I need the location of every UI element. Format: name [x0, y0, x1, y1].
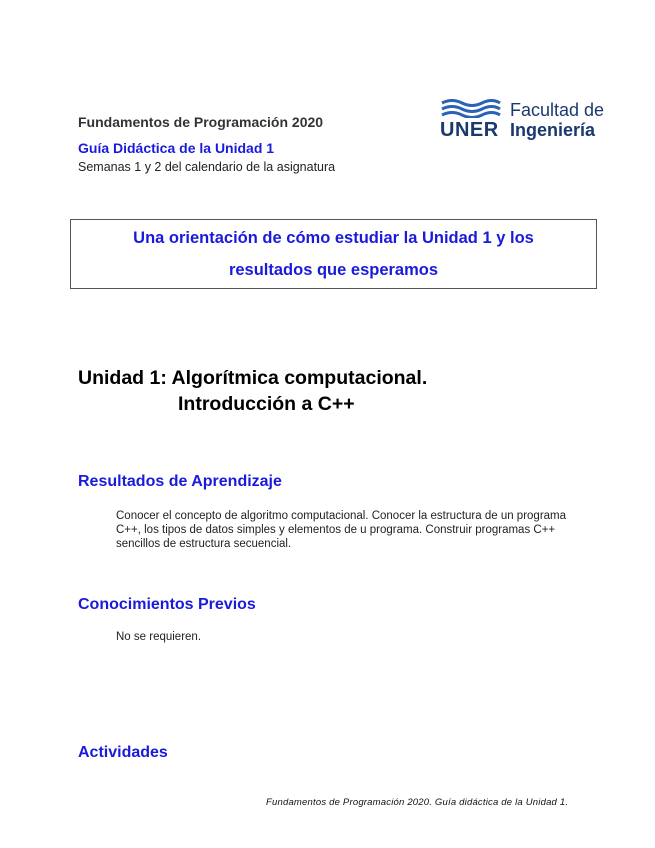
guide-title: Guía Didáctica de la Unidad 1	[78, 140, 275, 156]
waves-icon	[440, 98, 502, 118]
orientation-banner	[70, 219, 597, 289]
logo-faculty-line2: Ingeniería	[510, 120, 596, 140]
logo-faculty-line1: Facultad de	[510, 100, 605, 120]
course-title: Fundamentos de Programación 2020	[78, 114, 324, 130]
logo-uner-text: UNER	[440, 119, 499, 141]
results-heading: Resultados de Aprendizaje	[78, 473, 282, 490]
banner-line2: resultados que esperamos	[228, 261, 439, 279]
prev-knowledge-heading: Conocimientos Previos	[78, 596, 256, 613]
page-footer: Fundamentos de Programación 2020. Guía didáctica de la Unidad 1.	[266, 797, 569, 808]
activities-heading: Actividades	[78, 744, 168, 761]
unit-title-line1: Unidad 1: Algorítmica computacional.	[78, 367, 428, 389]
results-paragraph: Conocer el concepto de algoritmo computacional. Conocer la estructura de un programa C++, los tipos de datos simples y elementos de u programa. Construir programas C++ sencillos de estructura secuencial.	[116, 510, 567, 550]
logo-faculty	[510, 100, 604, 140]
banner-line1: Una orientación de cómo estudiar la Unidad 1 y los	[133, 229, 534, 247]
weeks-subtitle: Semanas 1 y 2 del calendario de la asignatura	[78, 160, 336, 174]
uner-logo	[440, 98, 615, 148]
unit-title-line2: Introducción a C++	[178, 393, 355, 415]
prev-knowledge-paragraph: No se requieren.	[116, 631, 202, 643]
